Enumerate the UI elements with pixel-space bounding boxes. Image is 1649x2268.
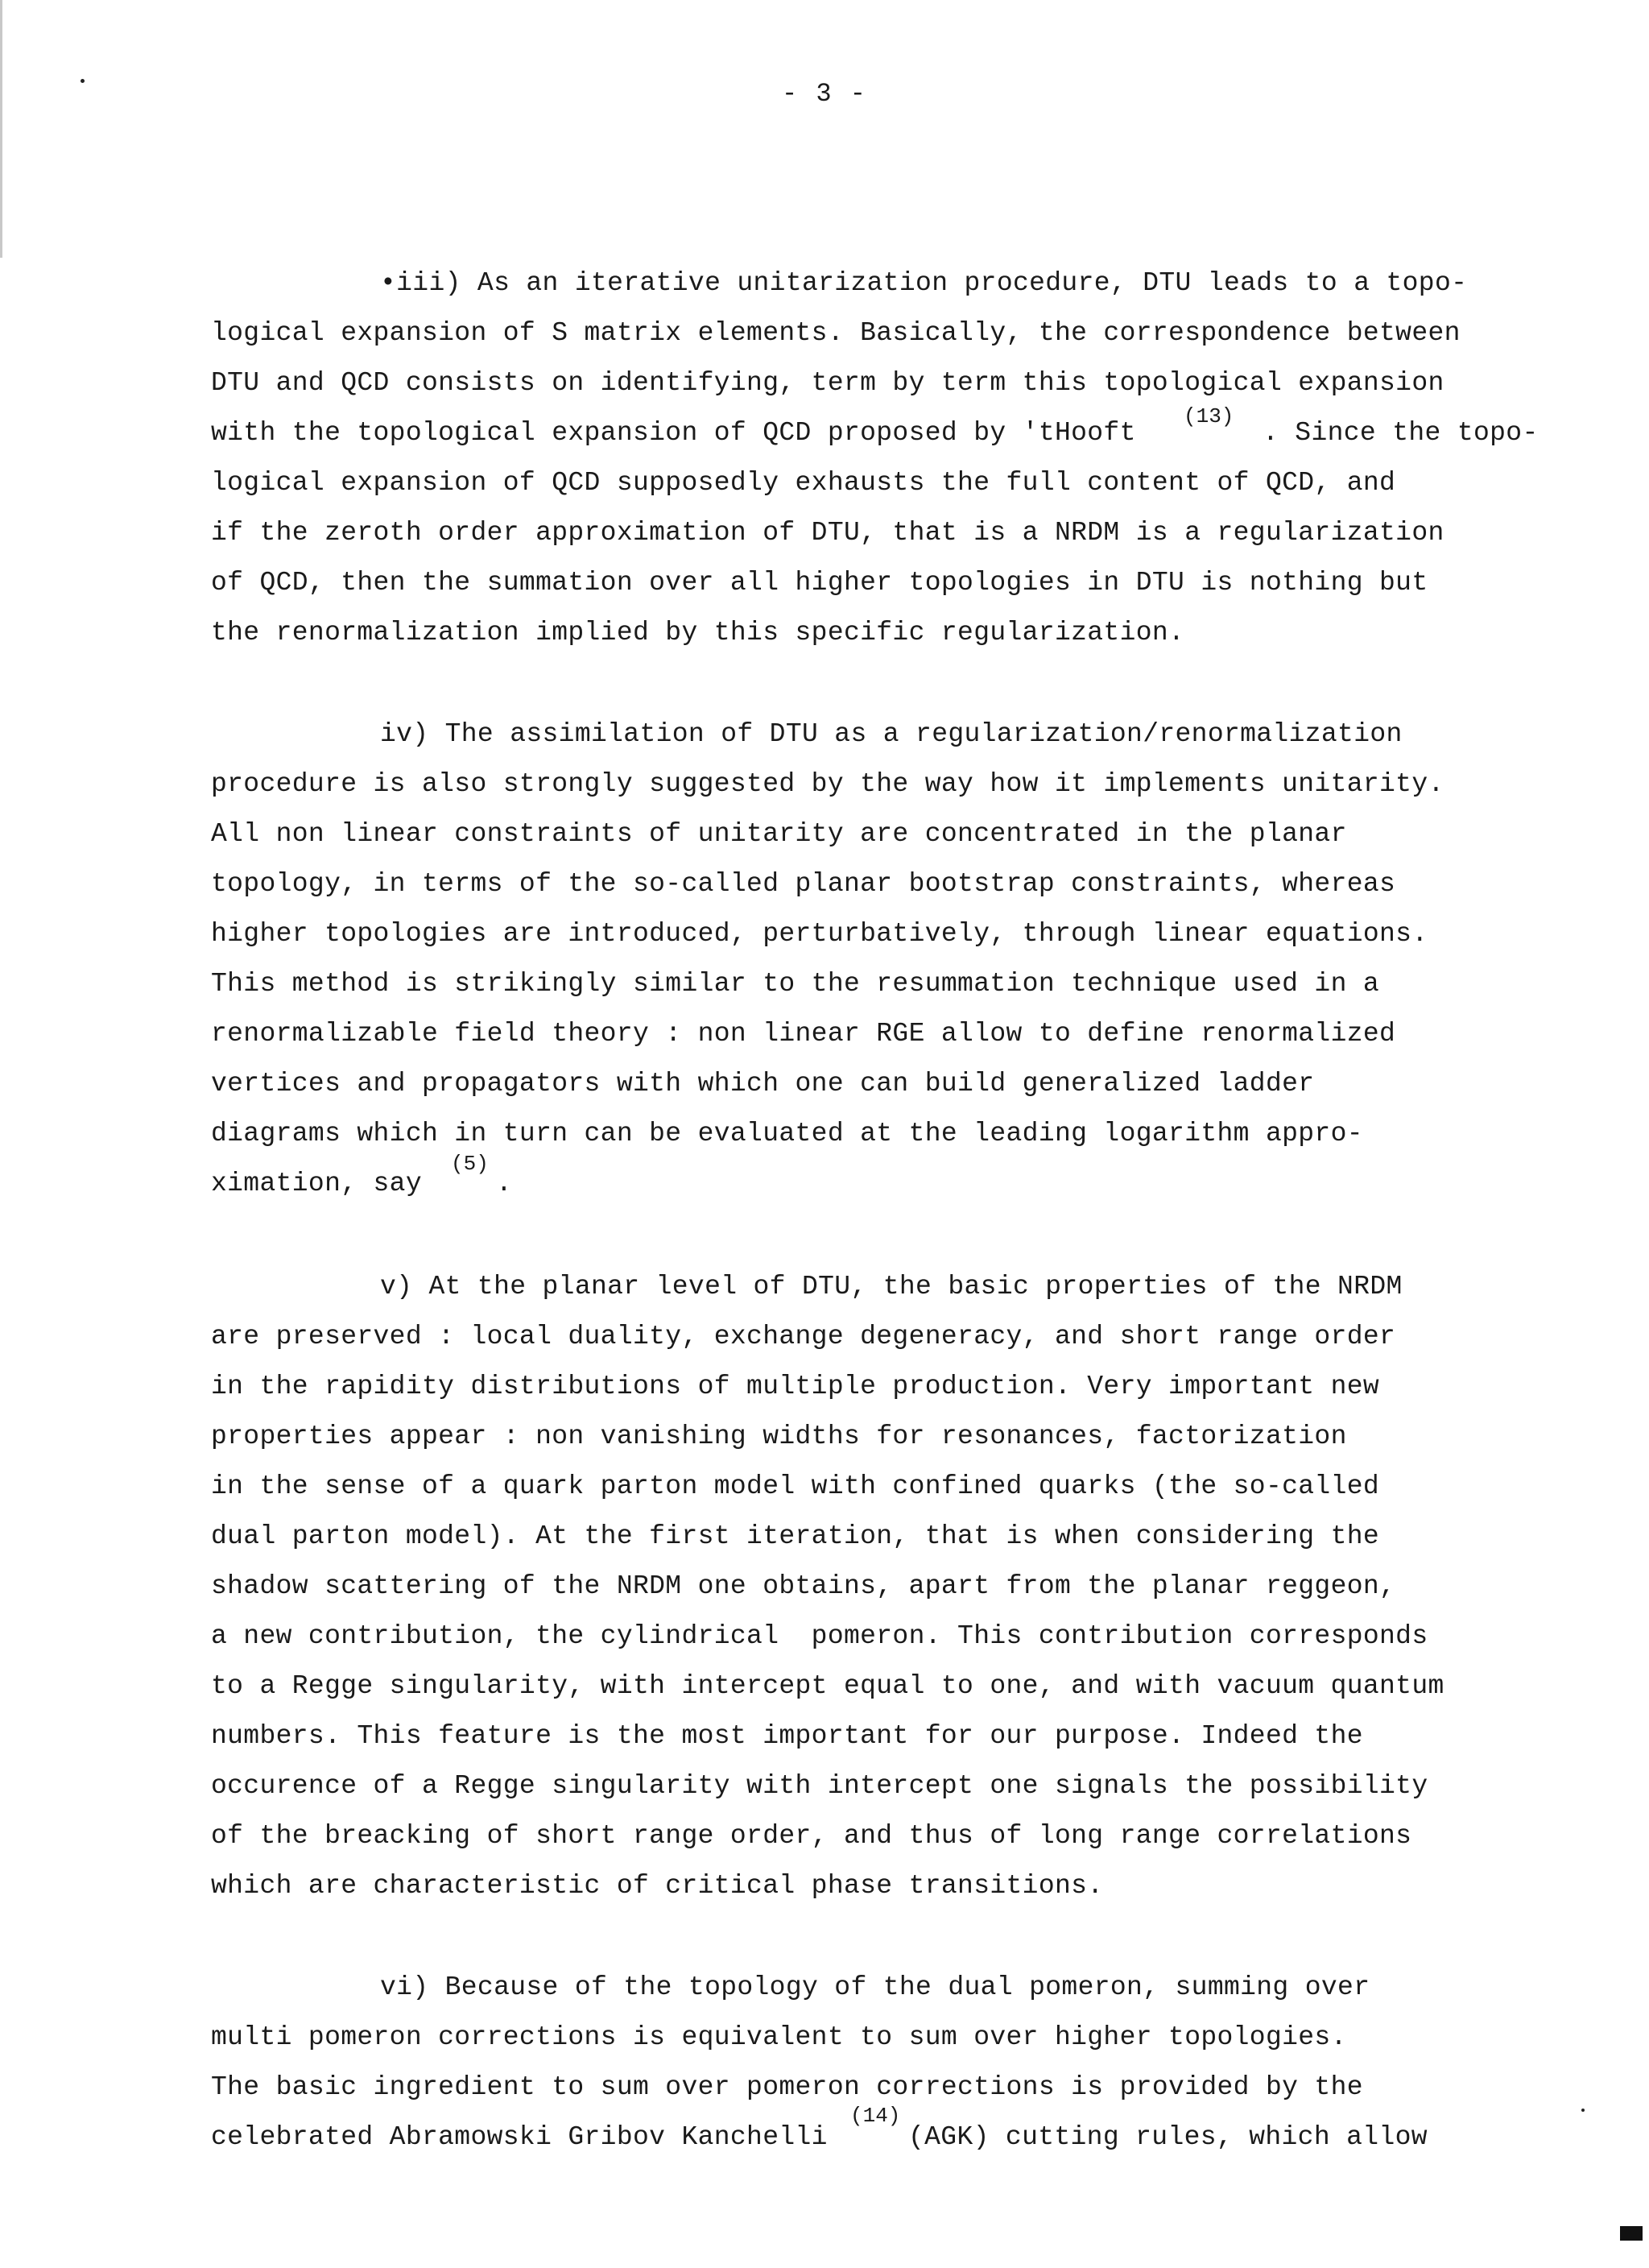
text-line: DTU and QCD consists on identifying, term by term this topological expansion xyxy=(211,368,1444,398)
text-line: ximation, say xyxy=(211,1169,422,1198)
text-line-tail: (AGK) cutting rules, which allow xyxy=(908,2122,1428,2152)
text-line: which are characteristic of critical phase transitions. xyxy=(211,1871,1104,1901)
text-line: are preserved : local duality, exchange degeneracy, and short range order xyxy=(211,1322,1396,1351)
text-line-tail: . Since the topo- xyxy=(1263,418,1539,448)
text-line: procedure is also strongly suggested by the way how it implements unitarity. xyxy=(211,769,1444,799)
reference-5: (5) xyxy=(451,1152,489,1176)
text-line: occurence of a Regge singularity with intercept one signals the possibility xyxy=(211,1771,1428,1801)
scan-speck xyxy=(1581,2109,1585,2112)
scan-corner-mark xyxy=(1620,2226,1643,2241)
text-line: numbers. This feature is the most important for our purpose. Indeed the xyxy=(211,1721,1363,1751)
text-line: of the breacking of short range order, and thus of long range correlations xyxy=(211,1821,1412,1851)
text-line-tail: . xyxy=(496,1169,513,1198)
text-line: of QCD, then the summation over all higher topologies in DTU is nothing but xyxy=(211,568,1428,598)
text-line: to a Regge singularity, with intercept equal to one, and with vacuum quantum xyxy=(211,1671,1444,1701)
text-line: vertices and propagators with which one can build generalized ladder xyxy=(211,1069,1315,1099)
text-line: a new contribution, the cylindrical pomeron. This contribution corresponds xyxy=(211,1621,1428,1651)
text-line: All non linear constraints of unitarity are concentrated in the planar xyxy=(211,819,1347,849)
text-line: diagrams which in turn can be evaluated at the leading logarithm appro- xyxy=(211,1119,1363,1148)
text-line: with the topological expansion of QCD proposed by 'tHooft xyxy=(211,418,1136,448)
text-line: higher topologies are introduced, perturbatively, through linear equations. xyxy=(211,919,1428,949)
text-line: v) At the planar level of DTU, the basic properties of the NRDM xyxy=(380,1272,1403,1302)
text-line: topology, in terms of the so-called planar bootstrap constraints, whereas xyxy=(211,869,1396,899)
text-line: properties appear : non vanishing widths for resonances, factorization xyxy=(211,1422,1347,1451)
text-line: This method is strikingly similar to the resummation technique used in a xyxy=(211,969,1380,999)
text-line: celebrated Abramowski Gribov Kanchelli xyxy=(211,2122,828,2152)
text-line: if the zeroth order approximation of DTU, that is a NRDM is a regularization xyxy=(211,518,1444,548)
reference-13: (13) xyxy=(1184,404,1234,428)
page-number: - 3 - xyxy=(781,79,867,109)
text-line: The basic ingredient to sum over pomeron corrections is provided by the xyxy=(211,2072,1363,2102)
text-line: dual parton model). At the first iteration, that is when considering the xyxy=(211,1521,1380,1551)
text-line: shadow scattering of the NRDM one obtains, apart from the planar reggeon, xyxy=(211,1571,1396,1601)
scan-edge-line xyxy=(0,0,2,258)
text-line: logical expansion of S matrix elements. Basically, the correspondence between xyxy=(211,318,1461,348)
text-line: the renormalization implied by this specific regularization. xyxy=(211,618,1185,648)
text-line: in the sense of a quark parton model with confined quarks (the so-called xyxy=(211,1471,1380,1501)
text-line: in the rapidity distributions of multiple production. Very important new xyxy=(211,1372,1380,1401)
text-line: multi pomeron corrections is equivalent to sum over higher topologies. xyxy=(211,2022,1347,2052)
text-line: iv) The assimilation of DTU as a regularization/renormalization xyxy=(380,719,1403,749)
text-line: renormalizable field theory : non linear RGE allow to define renormalized xyxy=(211,1019,1396,1049)
text-line: •iii) As an iterative unitarization procedure, DTU leads to a topo- xyxy=(380,268,1468,298)
text-line: logical expansion of QCD supposedly exhausts the full content of QCD, and xyxy=(211,468,1396,498)
text-line: vi) Because of the topology of the dual pomeron, summing over xyxy=(380,1972,1370,2002)
reference-14: (14) xyxy=(850,2104,901,2128)
